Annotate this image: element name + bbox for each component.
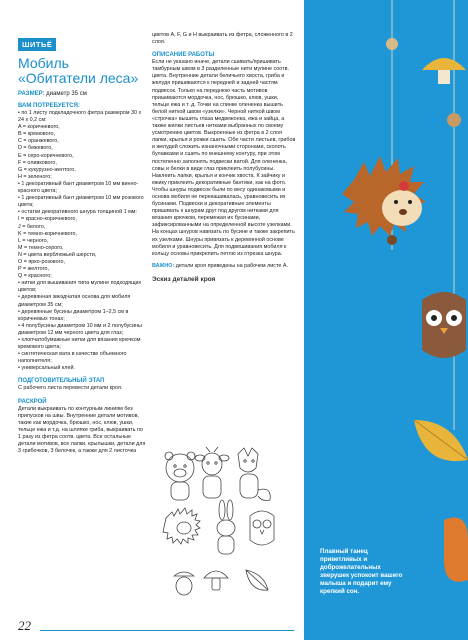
footer-divider: [40, 630, 294, 631]
bead-icon: [447, 113, 461, 127]
list-item: I = красно-коричневого,: [18, 216, 77, 223]
fox-icon: [444, 518, 468, 582]
leaf-pattern-icon: [246, 570, 268, 590]
description-text: Если не указано иначе, детали сшивать/пришивать тамбурным швом в 3 разделенные нити мулине соотв. цвета. Внутренние детали беличьего хвоста, гриба и желудя пришиваются к передней и задней частям подвесок. Только на переднюю часть мотивов пришиваются мордочка, нос, брюшко, клюв, ушки, тельце ежа и т. д. Точки на спинке олененка вышить белой ниткой швом «узелки». Черной ниткой швом «строчка» вышить глаза медвежонка, ежа и зайца, а также жилки листьев нитками выбранных по своему усмотрению цветов. Выкроенные из фетра в 2 слоя лапки, крылья и рожки сшить. Обе части листьев, грибов и желудей сложить изнаночными сторонами, сколоть булавками и сшить по внешнему контуру, при этом постепенно заполнять подвески ватой. Для олененка, совы и белки в виде глаз приклеить полубусины. Наклеить лапки, крылья и кончик хвоста. К зайчику и ежику приклеить декоративные бантики, как на фото. Чтобы шнуры подвесок были по весу одинаковыми и основа мобиля не перекашивалась, уравновесить их бусинами. Подвески и декоративные элементы пришивать к шнурам друг под другом нитками для вязания крючком, перемежая их бусинами, зафиксированными на определенной высоте узелками. На концах шнуров навязать по бусине и также закрепить их узелками. Шнуры привязать к деревянной основе мобиля и уравновесить. Для подвешивания мобиля к кольцу основы прикрепить петлю из отрезка шнура.: [152, 59, 296, 257]
cut-continuation: цветов A, F, G и H выкраивать из фетра, сложенного в 2 слоя.: [152, 32, 293, 46]
cut-heading: РАСКРОЙ: [18, 398, 47, 405]
list-item: • по 1 листу подкладочного фетра размером 30 х 24 х 0,2 см:: [18, 110, 142, 124]
title-line-2: «Обитатели леса»: [18, 70, 139, 86]
mobile-photo: [304, 0, 468, 640]
owl-icon: [422, 292, 466, 358]
materials-list: [18, 110, 146, 372]
materials-heading: ВАМ ПОТРЕБУЕТСЯ:: [18, 103, 80, 109]
size-value: диаметр 35 см: [46, 91, 87, 97]
list-item: P = желтого,: [18, 266, 49, 273]
important-note: [152, 263, 296, 270]
rabbit-pattern-icon: [217, 500, 235, 554]
section-badge: ШИТЬЁ: [18, 38, 56, 51]
bead-icon: [387, 235, 397, 245]
list-item: • нитки для вышивания типа мулине подходящих цветов;: [18, 280, 142, 294]
list-item: H = зеленого;: [18, 173, 52, 180]
hedgehog-icon: [342, 156, 426, 236]
mushroom-pattern-icon: [204, 571, 228, 590]
middle-column: [152, 32, 296, 283]
list-item: • хлопчатобумажные нитки для вязания крючком кремового цвета;: [18, 337, 141, 351]
list-item: D = бежевого,: [18, 145, 53, 152]
cut-text: Детали выкраивать по контурным линиям без припусков на швы. Внутренние детали мотивов, такие как мордочка, брюшко, нос, клюв, ушки, тельце ежа и т.д. на шляпке гриба, выкраивать по 1 разу из фетра соотв. цвета. Все остальные детали мотивов, все лапки, крылышки, детали для 3 грибочков, 3 белочек, а также для 2 листочка: [18, 405, 146, 455]
list-item: • деревянные бусины диаметром 1–2,5 см в коричневых тонах;: [18, 308, 129, 322]
list-item: • деревянная звездчатая основа для мобиля диаметром 35 см;: [18, 294, 131, 308]
list-item: B = кремового,: [18, 131, 55, 138]
mushroom-icon: [422, 58, 466, 84]
page-number: 22: [18, 618, 31, 633]
important-text: детали кроя приведены на рабочем листе A.: [175, 262, 288, 269]
list-item: A = коричневого,: [18, 124, 60, 131]
sketch-title: Эскиз деталей кроя: [152, 275, 216, 283]
list-item: L = черного,: [18, 237, 49, 244]
pattern-sketch: [160, 446, 292, 626]
list-item: • 4 полубусины диаметром 10 мм и 2 полубусины диаметром 12 мм черного цвета для глаз;: [18, 322, 142, 336]
prep-text: С рабочего листа перевести детали кроя.: [18, 385, 123, 392]
important-label: ВАЖНО:: [152, 262, 175, 269]
title-line-1: Мобиль: [18, 55, 69, 71]
list-item: K = темно-коричневого,: [18, 230, 77, 237]
deer-pattern-icon: [195, 447, 229, 498]
description-heading: ОПИСАНИЕ РАБОТЫ: [152, 52, 215, 59]
list-item: E = серо-коричневого,: [18, 152, 74, 159]
list-item: J = белого,: [18, 223, 46, 230]
list-item: G = кукурузно-желтого,: [18, 166, 76, 173]
prep-heading: ПОДГОТОВИТЕЛЬНЫЙ ЭТАП: [18, 378, 105, 385]
leaf-icon: [414, 420, 468, 461]
photo-caption: Плавный танец приветливых и доброжелательных зверушек успокоит вашего малыша и подарит ему крепкий сон.: [320, 548, 403, 595]
bow-icon: [399, 181, 409, 191]
size-label: РАЗМЕР:: [18, 91, 45, 97]
bear-pattern-icon: [165, 452, 195, 500]
list-item: • 1 декоративный бант диаметром 10 мм винно-красного цвета;: [18, 180, 139, 195]
forest-mobile-illustration: [304, 0, 468, 640]
list-item: • остатки декоративного шнура толщиной 1 мм:: [18, 209, 138, 216]
size-line: [18, 91, 146, 97]
owl-pattern-icon: [250, 511, 274, 545]
fox-pattern-icon: [238, 448, 270, 501]
list-item: • универсальный клей.: [18, 365, 75, 372]
bead-icon: [386, 38, 398, 50]
hedgehog-pattern-icon: [163, 508, 200, 544]
list-item: Q = красного;: [18, 273, 52, 280]
acorn-pattern-icon: [174, 572, 194, 595]
left-column: [18, 34, 146, 455]
list-item: N = цвета верблюжьей шерсти,: [18, 251, 97, 258]
list-item: C = оранжевого,: [18, 138, 59, 145]
page-title: [18, 56, 146, 86]
list-item: • 1 декоративный бант диаметром 10 мм розового цвета;: [18, 195, 144, 209]
list-item: O = ярко-розового,: [18, 258, 65, 265]
list-item: M = темно-серого,: [18, 244, 64, 251]
list-item: F = оливкового,: [18, 159, 57, 166]
list-item: • синтетическая вата в качестве объемного наполнителя;: [18, 351, 127, 365]
